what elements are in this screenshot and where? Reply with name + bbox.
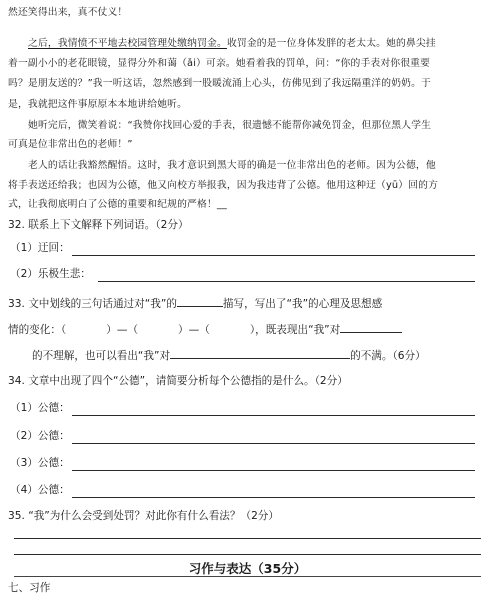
q34-item-label: （1）公德： <box>10 402 70 414</box>
question-33-line-1 <box>8 296 487 311</box>
q33-spacer <box>8 349 32 359</box>
q34-item-label: （3）公德： <box>10 457 70 469</box>
question-35: 35. “我”为什么会受到处罚？对此你有什么看法？（2分） <box>8 510 279 522</box>
q35-answer-line-1[interactable] <box>14 538 481 539</box>
q34-answer-line-2[interactable] <box>72 443 475 444</box>
q33-blank-object-2[interactable] <box>170 348 350 359</box>
q34-answer-line-1[interactable] <box>72 415 475 416</box>
q33-text: 33. 文中划线的三句话通过对“我”的 <box>8 298 177 310</box>
section-title: 习作与表达（35分） <box>188 561 307 576</box>
passage-line: 式，让我彻底明白了公德的重要和纪规的严格！__ <box>8 199 227 210</box>
question-34: 34. 文章中出现了四个“公德”，请简要分析每个公德指的是什么。（2分） <box>8 375 348 387</box>
q32-answer-line-2[interactable] <box>98 281 475 282</box>
q32-item-label: （1）迂回： <box>10 242 70 254</box>
q35-answer-line-2[interactable] <box>14 554 481 555</box>
q33-blank-object-1[interactable] <box>340 322 402 333</box>
q33-text: 的不满。（6分） <box>350 350 426 362</box>
q33-blank-method[interactable] <box>177 296 223 307</box>
q33-text: 描写，写出了“我”的心理及思想感 <box>222 298 383 310</box>
passage-line: 将手表送还给我；也因为公德，他又向校方举报我，因为我违背了公德。他用这种迂（yū）回的方 <box>8 180 439 191</box>
q32-item-label: （2）乐极生悲： <box>10 268 91 280</box>
underlined-sentence: 之后，我情愤不平地去校园管理处缴纳罚金。 <box>28 38 227 49</box>
passage-line: 可真是位非常出色的老师！” <box>8 139 133 150</box>
question-32: 32. 联系上下文解释下列词语。（2分） <box>8 219 189 231</box>
passage-line <box>8 37 487 51</box>
q32-answer-line-1[interactable] <box>72 255 475 256</box>
q33-text: ）—（ <box>178 324 210 336</box>
q34-answer-line-4[interactable] <box>72 497 475 498</box>
question-33-line-2 <box>8 322 487 337</box>
section-divider <box>14 576 481 577</box>
passage-text: 收罚金的是一位身体发胖的老太太。她的鼻尖挂 <box>226 38 436 49</box>
question-33-line-3 <box>8 348 487 363</box>
passage-line: 她听完后，微笑着说：“我赞你找回心爱的手表，很遗憾不能帮你减免罚金，但那位黑人学生 <box>28 120 432 131</box>
passage-line: 然还笑得出来，真不仗义！ <box>8 7 128 18</box>
q33-text: 的不理解，也可以看出“我”对 <box>32 350 171 362</box>
passage-line: 着一副小小的老花眼镜，显得分外和蔼（ǎi）可亲。她看着我的罚单，问：“你的手表对你很重要 <box>8 58 431 69</box>
q34-item-label: （2）公德： <box>10 430 70 442</box>
passage-line: 老人的话让我豁然醒悟。这时，我才意识到黑大哥的确是一位非常出色的老师。因为公德，他 <box>28 160 436 171</box>
q33-text: ），既表现出“我”对 <box>249 324 341 336</box>
passage-line: 吗？是朋友送的？”我一听这话，忽然感到一股暖流涌上心头，仿佛见到了我远隔重洋的奶奶。于 <box>8 78 431 89</box>
q33-text: ）—（ <box>106 324 139 336</box>
q34-item-label: （4）公德： <box>10 484 70 496</box>
section-item: 七、习作 <box>8 582 51 594</box>
q34-answer-line-3[interactable] <box>72 470 475 471</box>
passage-line: 是，我就把这件事原原本本地讲给她听。 <box>8 99 188 110</box>
q33-text: 情的变化：（ <box>8 324 67 336</box>
